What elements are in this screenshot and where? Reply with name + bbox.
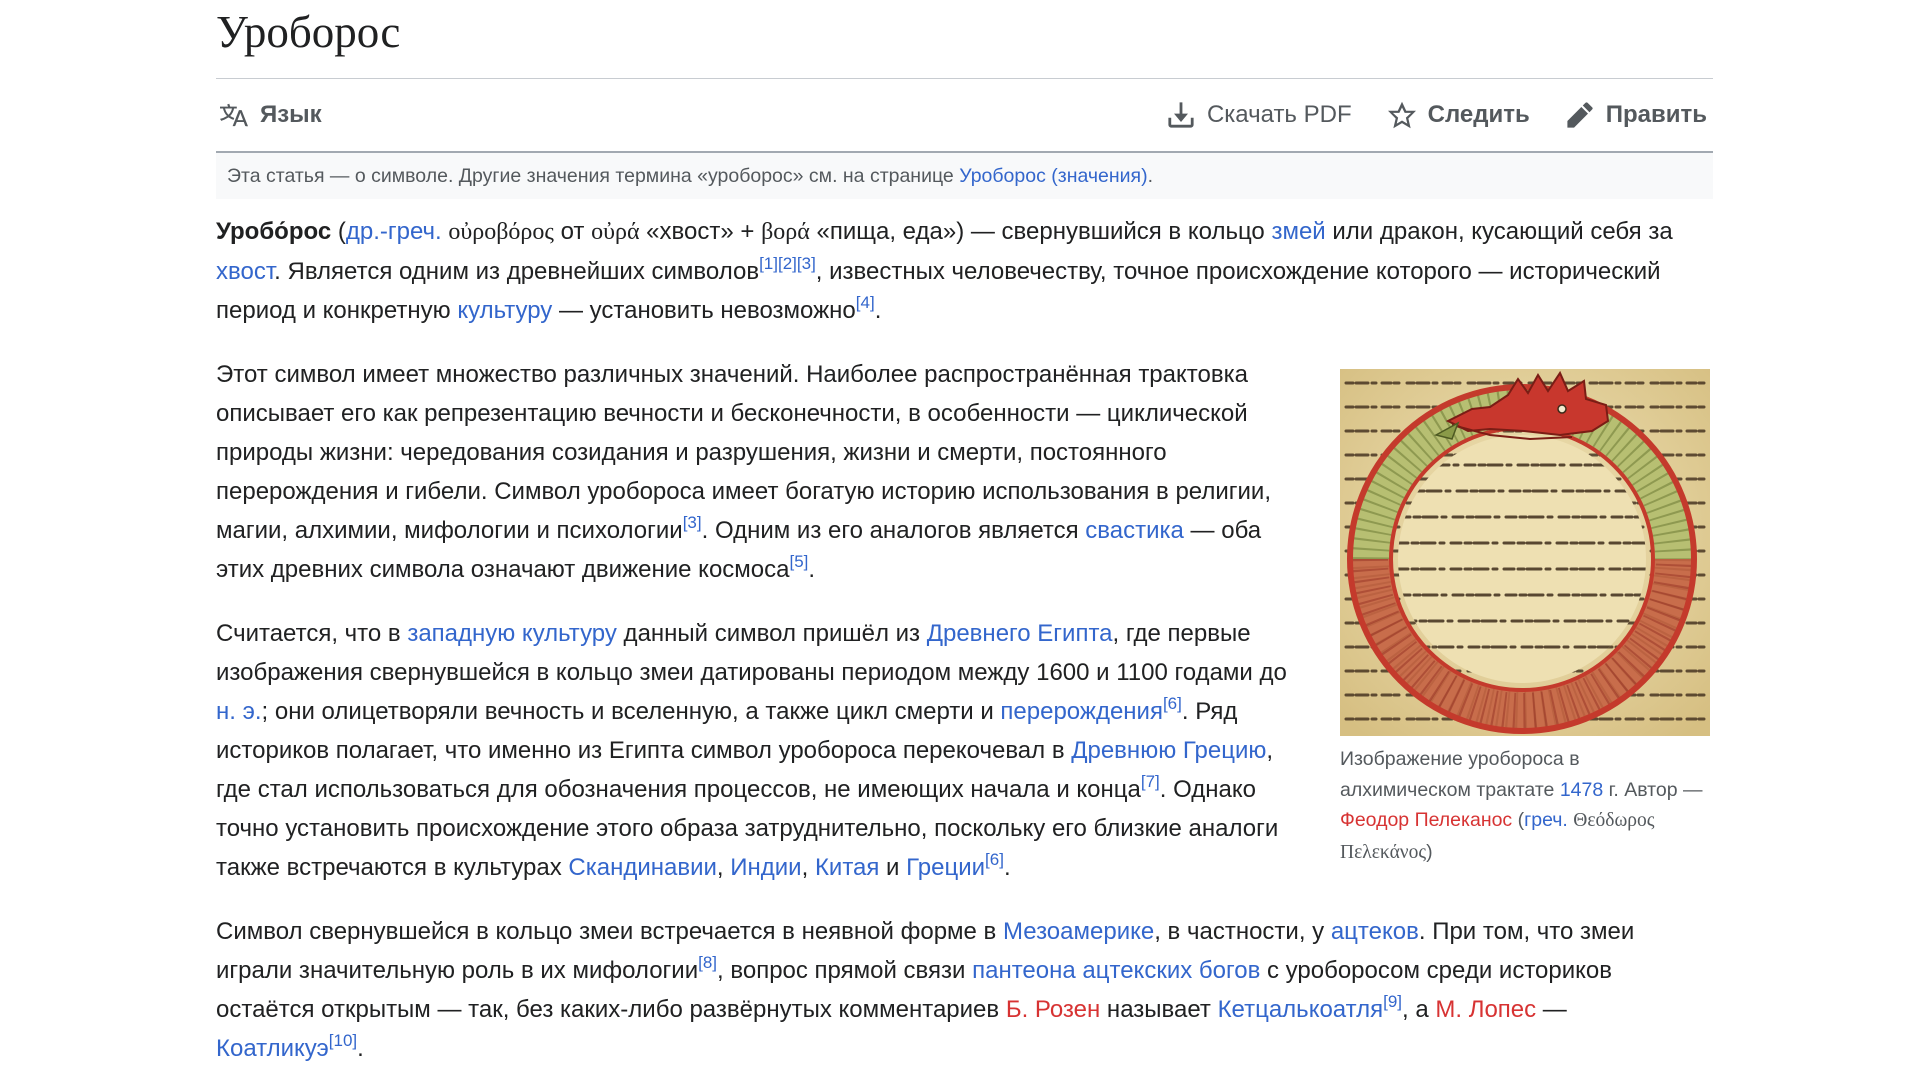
wiki-link[interactable]: Древнюю Грецию: [1071, 737, 1267, 764]
reference-link[interactable]: [6]: [1162, 693, 1182, 713]
edit-label: Править: [1605, 101, 1707, 128]
text-run: Изображение уробороса в алхимическом трактате: [1340, 748, 1580, 801]
wiki-link[interactable]: греч.: [1524, 809, 1568, 831]
text-run: , вопрос прямой связи: [717, 957, 973, 984]
wiki-link[interactable]: Коатликуэ: [216, 1035, 329, 1062]
wiki-link[interactable]: западную культуру: [407, 620, 617, 647]
text-run: называет: [1100, 996, 1218, 1023]
wiki-link[interactable]: н. э.: [216, 698, 262, 725]
reference-link[interactable]: [4]: [855, 292, 875, 312]
text-run: . Однако точно установить происхождение этого образа затруднительно, поскольку его близкие аналоги также встречаются в культурах: [216, 776, 1279, 881]
wiki-link[interactable]: Скандинавии: [568, 854, 717, 881]
star-icon: [1388, 101, 1416, 129]
bold-term: Уробо́рос: [216, 218, 332, 245]
reference-link[interactable]: [2]: [777, 253, 797, 273]
text-run: (: [1512, 809, 1525, 831]
title-divider: [216, 78, 1713, 79]
text-run: Символ свернувшейся в кольцо змеи встречается в неявной форме в: [216, 918, 1003, 945]
greek-term: οὐροβόρος: [448, 219, 554, 245]
reference-link[interactable]: [3]: [682, 512, 702, 532]
download-icon: [1167, 101, 1195, 129]
wiki-link[interactable]: Китая: [814, 854, 880, 881]
paragraph: [216, 912, 1713, 1068]
language-label: Язык: [260, 101, 322, 128]
text-run: . Является одним из древнейших символов: [274, 258, 760, 285]
wiki-link[interactable]: пантеона ацтекских богов: [972, 957, 1261, 984]
text-run: . Ряд историков полагает, что именно из Египта символ уробороса перекочевал в: [216, 698, 1238, 764]
wiki-link[interactable]: перерождения: [1000, 698, 1163, 725]
pencil-icon: [1566, 101, 1594, 129]
wiki-link[interactable]: Уроборос (значения): [959, 165, 1148, 187]
red-link[interactable]: Феодор Пелеканос: [1340, 809, 1513, 831]
hatnote: [216, 151, 1713, 199]
watch-label: Следить: [1427, 101, 1530, 128]
text-run: — установить невозможно: [552, 297, 856, 324]
paragraph: [216, 212, 1713, 330]
reference-link[interactable]: [3]: [796, 253, 816, 273]
reference-link[interactable]: [5]: [789, 551, 809, 571]
text-run: Считается, что в: [216, 620, 408, 647]
greek-term: βορά: [761, 219, 810, 245]
text-run: .: [874, 297, 882, 324]
wiki-link[interactable]: свастика: [1085, 517, 1184, 544]
reference-link[interactable]: [7]: [1140, 771, 1160, 791]
wiki-link[interactable]: Греции: [906, 854, 986, 881]
translate-icon: [220, 101, 248, 129]
text-run: —: [1536, 996, 1567, 1023]
text-run: ,: [716, 854, 731, 881]
text-run: Этот символ имеет множество различных значений. Наиболее распространённая трактовка описывает его как репрезентацию вечности и бесконечности, в особенности — циклической природы жизни: чередования созидания и разрушения, жизни и смерти, постоянного перерождения и гибели. Символ уробороса имеет богатую историю использования в религии, магии, алхимии, мифологии и психологии: [216, 361, 1272, 544]
text-run: с уроборосом среди историков остаётся открытым — так, без каких-либо развёрнутых комментариев: [216, 957, 1613, 1023]
wiki-link[interactable]: Древнего Египта: [926, 620, 1113, 647]
text-run: .: [1003, 854, 1011, 881]
page-title: Уроборос: [216, 7, 401, 57]
thumbnail-caption: [1340, 744, 1710, 868]
reference-link[interactable]: [1]: [759, 253, 778, 273]
text-run: , где первые изображения свернувшейся в кольцо змеи датированы периодом между 1600 и 1100 годами до: [216, 620, 1287, 686]
text-run: от: [553, 218, 592, 245]
text-run: Эта статья — о символе. Другие значения термина «уроборос» см. на странице: [227, 165, 960, 187]
edit-button[interactable]: [1566, 101, 1707, 129]
ouroboros-drawing: [1340, 369, 1710, 736]
wiki-link[interactable]: Кетцалькоатля: [1217, 996, 1384, 1023]
text-run: — оба этих древних символа означают движение космоса: [216, 517, 1262, 583]
wiki-link[interactable]: ацтеков: [1330, 918, 1419, 945]
text-run: и: [879, 854, 907, 881]
paragraph: [216, 614, 1312, 887]
text-run: данный символ пришёл из: [616, 620, 927, 647]
paragraph: [216, 355, 1312, 589]
text-run: , в частности, у: [1154, 918, 1331, 945]
text-run: , где стал использоваться для обозначения процессов, не имеющих начала и конца: [216, 737, 1274, 803]
text-run: ; они олицетворяли вечность и вселенную, а также цикл смерти и: [261, 698, 1001, 725]
greek-term: Θεόδωρος Πελεκάνος: [1340, 810, 1655, 863]
text-run: , а: [1402, 996, 1436, 1023]
watch-button[interactable]: [1388, 101, 1530, 129]
text-run: «пища, еда») — свернувшийся в кольцо: [809, 218, 1272, 245]
text-run: «хвост» +: [639, 218, 762, 245]
text-run: или дракон, кусающий себя за: [1325, 218, 1673, 245]
thumbnail: [1340, 369, 1710, 868]
text-run: (: [331, 218, 346, 245]
text-run: .: [808, 556, 816, 583]
text-run: ): [1426, 840, 1433, 863]
red-link[interactable]: Б. Розен: [1005, 996, 1101, 1023]
text-run: . При том, что змеи играли значительную роль в их мифологии: [216, 918, 1635, 984]
wiki-link[interactable]: хвост: [216, 258, 275, 285]
text-run: , известных человечеству, точное происхождение которого — исторический период и конкретную: [216, 258, 1661, 324]
wiki-link[interactable]: 1478: [1559, 778, 1604, 801]
ouroboros-image[interactable]: [1340, 369, 1710, 736]
download-pdf-button[interactable]: [1167, 101, 1352, 129]
greek-term: οὐρά: [591, 219, 640, 245]
download-pdf-label: Скачать PDF: [1206, 101, 1352, 128]
wiki-link[interactable]: др.-греч.: [345, 218, 442, 245]
reference-link[interactable]: [10]: [328, 1030, 358, 1050]
wiki-link[interactable]: культуру: [457, 297, 553, 324]
page-toolbar: [216, 95, 1713, 135]
text-run: г. Автор —: [1603, 778, 1703, 801]
text-run: .: [357, 1035, 364, 1062]
text-run: ,: [801, 854, 815, 881]
reference-link[interactable]: [6]: [985, 849, 1004, 869]
text-run: .: [1147, 165, 1154, 187]
wiki-link[interactable]: змей: [1271, 218, 1326, 245]
reference-link[interactable]: [9]: [1383, 991, 1402, 1011]
red-link[interactable]: М. Лопес: [1435, 996, 1537, 1023]
language-button[interactable]: [216, 101, 322, 129]
wiki-link[interactable]: Мезоамерике: [1002, 918, 1155, 945]
page-actions: [1167, 101, 1713, 129]
wiki-link[interactable]: Индии: [730, 854, 802, 881]
text-run: . Одним из его аналогов является: [701, 517, 1086, 544]
reference-link[interactable]: [8]: [698, 952, 718, 972]
